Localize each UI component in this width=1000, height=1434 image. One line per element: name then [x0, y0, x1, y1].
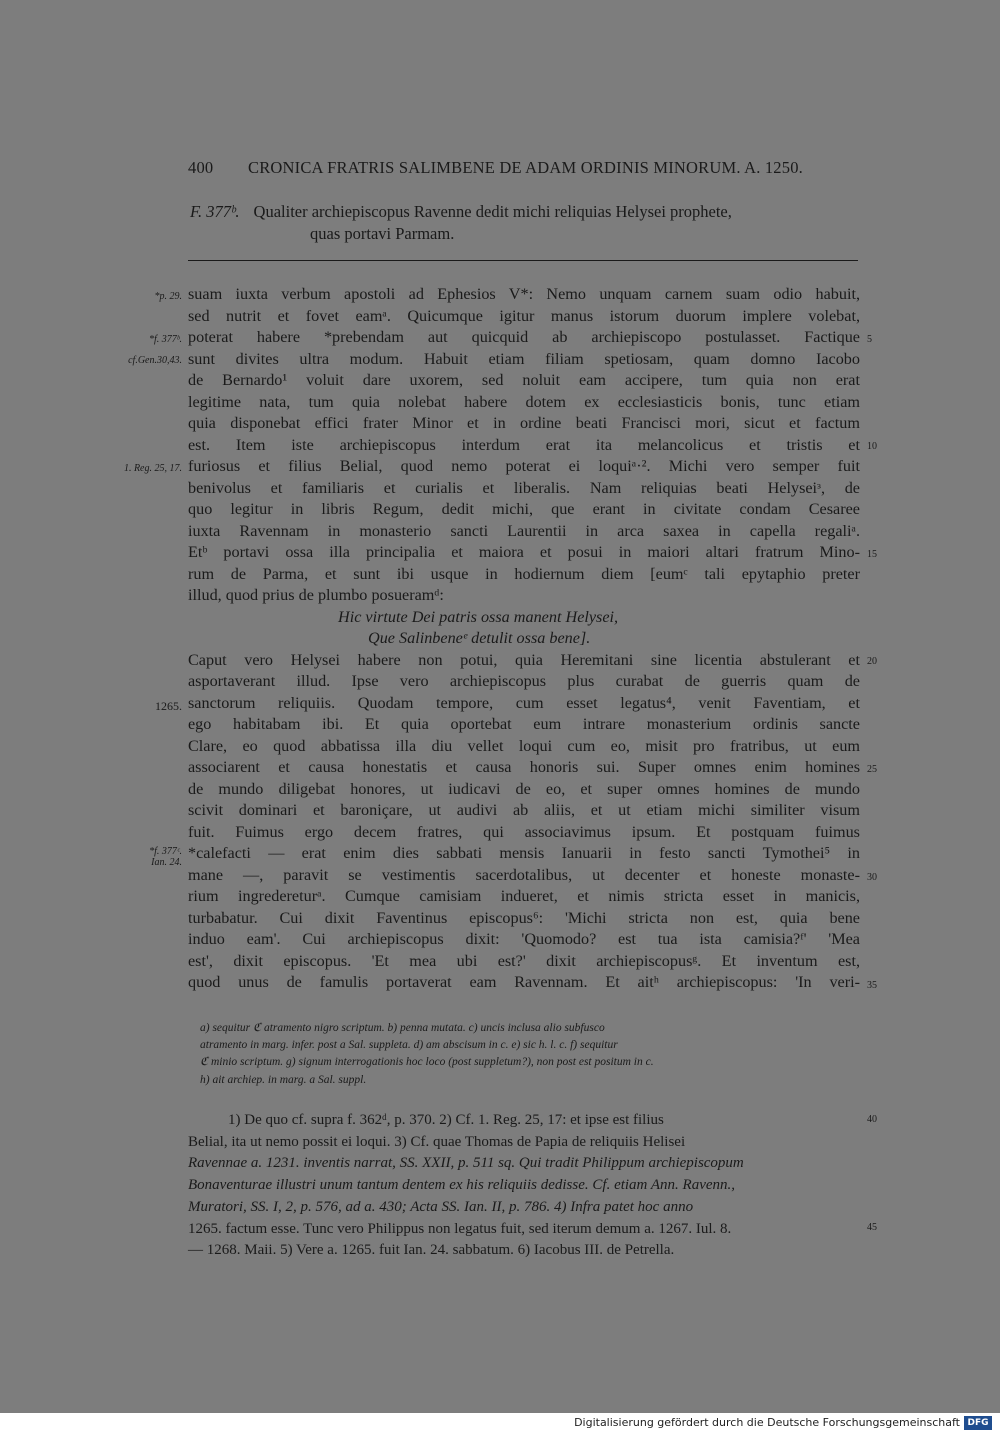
- main-text: [188, 284, 860, 994]
- dfg-banner: [0, 1413, 1000, 1434]
- margin-note: 1265.: [155, 699, 182, 713]
- chapter-title: [190, 202, 732, 222]
- text-line: mane —, paravit se vestimentis sacerdotalibus, ut decenter et honeste monaste-: [188, 865, 860, 884]
- text-line: induo eam'. Cui archiepiscopus dixit: 'Quomodo? est tua ista camisia?ᶠ' 'Mea: [188, 930, 860, 948]
- header-rule: [188, 260, 858, 261]
- text-line: fuit. Fuimus ergo decem fratres, qui associavimus ipsum. Et postquam fuimus: [188, 822, 860, 841]
- footnote-line: Ravennae a. 1231. inventis narrat, SS. XXII, p. 511 sq. Qui tradit Philippum archiepiscopum: [188, 1155, 744, 1172]
- line-number: 5: [867, 334, 872, 345]
- line-number: 10: [867, 441, 877, 452]
- margin-note: Ian. 24.: [151, 857, 182, 868]
- footnote-line: 1265. factum esse. Tunc vero Philippus non legatus fuit, sed iterum demum a. 1267. Iul. 8.: [188, 1220, 732, 1237]
- text-line: *calefacti — erat enim dies sabbati mensis Ianuarii in festo sancti Tymothei⁵ in: [188, 844, 860, 862]
- textual-notes: [200, 1020, 852, 1089]
- note-line: h) ait archiep. in marg. a Sal. suppl.: [200, 1073, 367, 1086]
- footnotes: [188, 1110, 852, 1262]
- chapter-ref: F. 377ᵇ.: [190, 202, 240, 221]
- text-line: asportaverant illud. Ipse vero archiepiscopus plus curabat de guerris quam de: [188, 672, 860, 690]
- dfg-banner-text: Digitalisierung gefördert durch die Deutsche Forschungsgemeinschaft: [574, 1416, 960, 1429]
- line-number: 40: [867, 1114, 877, 1125]
- text-line: turbabatur. Cui dixit Faventinus episcopus⁶: 'Michi stricta non est, quia bene: [188, 908, 860, 927]
- text-line: furiosus et filius Belial, quod nemo poterat ei loquiᵃ·². Michi vero semper fuit: [188, 457, 860, 475]
- margin-note: cf.Gen.30,43.: [128, 355, 182, 366]
- footnote-line: — 1268. Maii. 5) Vere a. 1265. fuit Ian. 24. sabbatum. 6) Iacobus III. de Petrella.: [188, 1242, 675, 1259]
- line-number: 25: [867, 764, 877, 775]
- text-line: est. Item iste archiepiscopus interdum erat ita melancolicus et tristis et: [188, 435, 860, 454]
- text-line: illud, quod prius de plumbo posueramᵈ:: [188, 586, 444, 604]
- chapter-title-line2: quas portavi Parmam.: [310, 224, 455, 243]
- text-line: de mundo diligebat honores, ut iudicavi de eo, et super omnes homines de mundo: [188, 779, 860, 798]
- text-line: suam iuxta verbum apostoli ad Ephesios V*: Nemo unquam carnem suam odio habuit,: [188, 285, 860, 303]
- verse-line-2: Que Salinbeneᵉ detulit ossa bene].: [368, 629, 591, 647]
- text-line: benivolus et familiaris et curialis et liberalis. Nam reliquias beati Helyseiᵌ, de: [188, 478, 860, 497]
- text-line: Caput vero Helysei habere non potui, quia Heremitani sine licentia abstulerant et: [188, 650, 860, 669]
- text-line: quia disponebat effici frater Minor et in ordine beati Francisci mori, sicut et factum: [188, 414, 860, 432]
- text-line: Clare, eo quod abbatissa illa diu vellet loqui cum eo, misit pro fratribus, ut eum: [188, 736, 860, 755]
- text-line: sanctorum reliquiis. Quodam tempore, cum esset legatus⁴, venit Faventiam, et: [188, 693, 860, 712]
- text-line: iuxta Ravennam in monasterio sancti Laurentii in arca saxea in capella regaliᵃ.: [188, 521, 860, 540]
- footnote-line: 1) De quo cf. supra f. 362ᵈ, p. 370. 2) Cf. 1. Reg. 25, 17: et ipse est filius: [228, 1112, 664, 1128]
- line-number: 35: [867, 980, 877, 991]
- page-number: 400: [188, 158, 214, 177]
- text-line: sunt divites ultra modum. Habuit etiam filiam spetiosam, quam domno Iacobo: [188, 349, 860, 368]
- footnote-line: Bonaventurae illustri unum tantum dentem ex his reliquiis dedisse. Cf. etiam Ann. Ravenn.,: [188, 1177, 736, 1194]
- text-line: scivit dominari et baroniçare, ut audivi ab aliis, et ut etiam michi similiter visum: [188, 801, 860, 819]
- running-header: [188, 158, 858, 178]
- text-line: ego habitabam ibi. Et quia oportebat eum intrare monasterium ordinis sancte: [188, 715, 860, 733]
- running-title: CRONICA FRATRIS SALIMBENE DE ADAM ORDINIS MINORUM. A. 1250.: [248, 158, 803, 177]
- line-number: 45: [867, 1222, 877, 1233]
- text-line: associarent et causa honestatis et causa honoris sui. Super omnes enim homines: [188, 758, 860, 776]
- text-line: poterat habere *prebendam aut quicquid ab archiepiscopo postulasset. Factique: [188, 328, 860, 346]
- footnote-line: Muratori, SS. I, 2, p. 576, ad a. 430; Acta SS. Ian. II, p. 786. 4) Infra patet hoc anno: [188, 1198, 694, 1215]
- text-line: rum de Parma, et sunt ibi usque in hodiernum diem [eumᶜ tali epytaphio preter: [188, 564, 860, 583]
- margin-note: 1. Reg. 25, 17.: [123, 463, 182, 474]
- text-line: legitime nata, tum quia nolebat habere dotem ex ecclesiasticis bonis, tunc etiam: [188, 392, 860, 411]
- note-line: ℭ minio scriptum. g) signum interrogationis hoc loco (post suppletum?), non post est positum in c.: [200, 1056, 654, 1069]
- footnote-line: Belial, ita ut nemo possit ei loqui. 3) Cf. quae Thomas de Papia de reliquiis Helisei: [188, 1133, 686, 1150]
- note-line: a) sequitur ℭ atramento nigro scriptum. b) penna mutata. c) uncis inclusa alio subfusco: [200, 1022, 605, 1034]
- text-line: de Bernardo¹ voluit dare uxorem, sed noluit eam accipere, tum quia non erat: [188, 371, 860, 389]
- margin-note: *p. 29.: [154, 291, 182, 302]
- text-line: sed nutrit et fovet eamᵃ. Quicumque igitur manus istorum duorum implere volebat,: [188, 306, 860, 325]
- text-line: rium ingredereturᵃ. Cumque camisiam indueret, et nimis stricta esset in manicis,: [188, 887, 860, 905]
- margin-note: *f. 377ᵇ.: [149, 334, 182, 345]
- margin-note: *f. 377ᶜ.: [149, 846, 182, 857]
- line-number: 20: [867, 656, 877, 667]
- text-line: est', dixit episcopus. 'Et mea ubi est?' dixit archiepiscopusᵍ. Et inventum est,: [188, 951, 860, 970]
- verse-line-1: Hic virtute Dei patris ossa manent Helysei,: [338, 607, 619, 626]
- line-number: 30: [867, 872, 877, 883]
- text-line: Etᵇ portavi ossa illa principalia et maiora et posui in maiori altari fratrum Mino-: [188, 543, 860, 561]
- note-line: atramento in marg. infer. post a Sal. suppleta. d) am abscisum in c. e) sic h. l. c. f) sequitur: [200, 1039, 618, 1052]
- text-line: quo legitur in libris Regum, dedit michi, que erant in civitate condam Cesaree: [188, 500, 860, 518]
- text-line: quod unus de famulis portaverat eam Ravennam. Et aitʰ archiepiscopus: 'In veri-: [188, 973, 860, 991]
- dfg-logo-icon[interactable]: DFG: [964, 1416, 992, 1430]
- chapter-title-line1: Qualiter archiepiscopus Ravenne dedit michi reliquias Helysei prophete,: [253, 202, 732, 221]
- line-number: 15: [867, 549, 877, 560]
